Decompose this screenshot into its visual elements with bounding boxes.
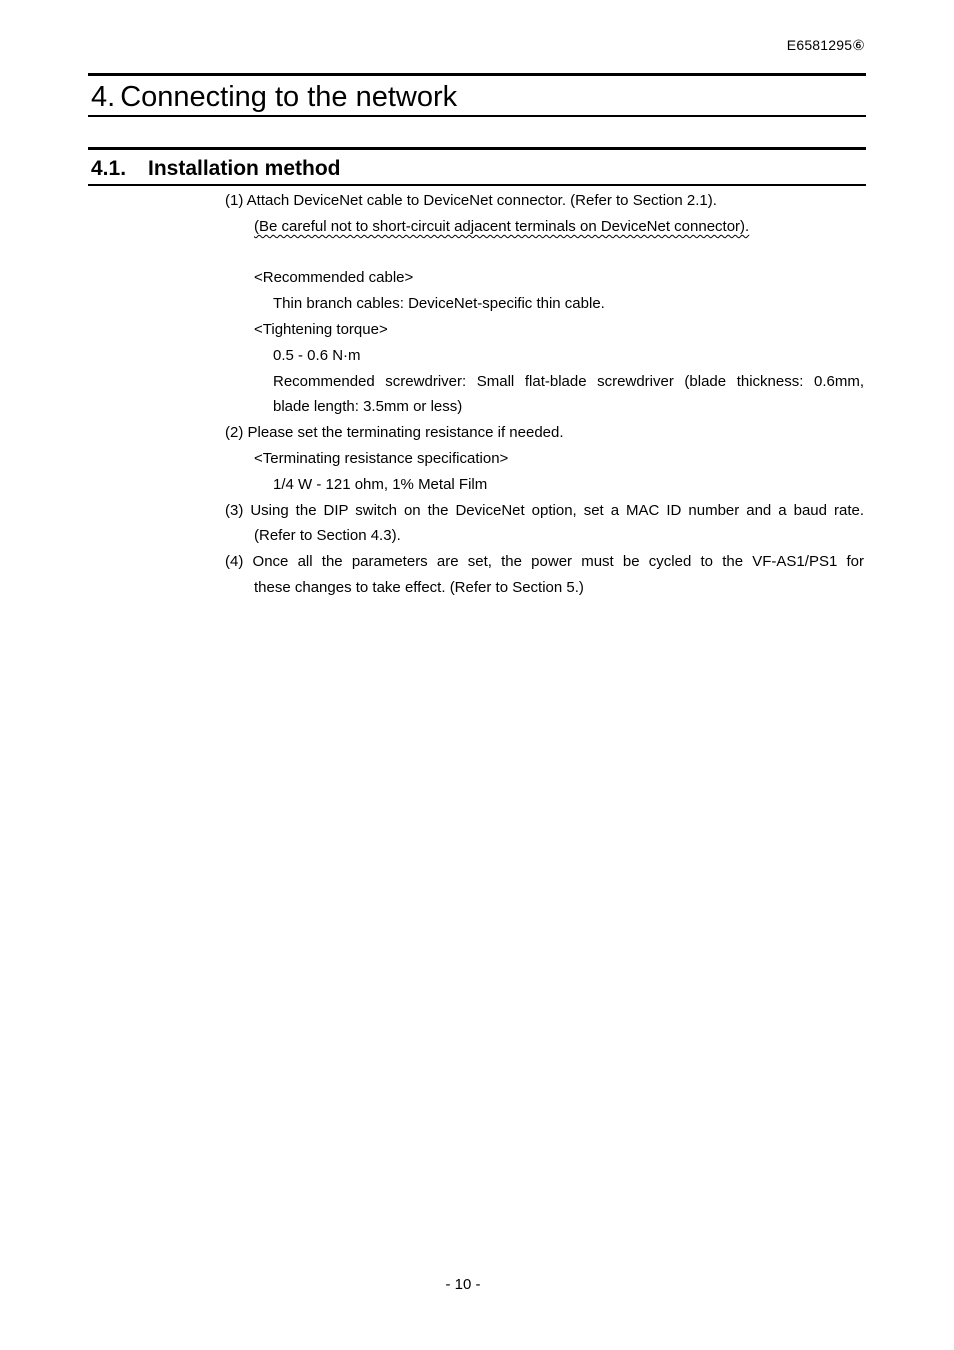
section-title-text: Installation method — [148, 157, 341, 180]
terminating-resistance-heading: <Terminating resistance specification> — [254, 449, 509, 467]
chapter-title-text: Connecting to the network — [120, 81, 458, 113]
step-3-line-2: (Refer to Section 4.3). — [254, 527, 401, 545]
chapter-title — [91, 80, 457, 114]
page-number: - 10 - — [445, 1276, 481, 1293]
step-1-caution: (Be careful not to short-circuit adjacent terminals on DeviceNet connector). — [254, 217, 750, 235]
section-number: 4.1. — [91, 157, 127, 180]
step-1-text: (1) Attach DeviceNet cable to DeviceNet connector. (Refer to Section 2.1). — [225, 192, 717, 209]
blank-line — [225, 240, 864, 266]
recommended-cable-value: Thin branch cables: DeviceNet-specific thin cable. — [273, 295, 605, 313]
recommended-cable-heading: <Recommended cable> — [254, 269, 414, 287]
screwdriver-line-2: blade length: 3.5mm or less) — [273, 398, 463, 416]
step-3-line-1: (3) Using the DIP switch on the DeviceNet option, set a MAC ID number and a baud rate. — [225, 501, 864, 519]
terminating-resistance-value: 1/4 W - 121 ohm, 1% Metal Film — [273, 475, 488, 493]
chapter-number: 4. — [91, 81, 116, 113]
tightening-torque-heading: <Tightening torque> — [254, 320, 388, 338]
screwdriver-line-1: Recommended screwdriver: Small flat-blade screwdriver (blade thickness: 0.6mm, — [273, 372, 864, 390]
document-id: E6581295⑥ — [786, 37, 865, 53]
step-4-line-2: these changes to take effect. (Refer to Section 5.) — [254, 578, 584, 596]
step-4-line-1: (4) Once all the parameters are set, the power must be cycled to the VF-AS1/PS1 for — [225, 553, 864, 571]
section-heading — [88, 147, 866, 186]
step-2-text: (2) Please set the terminating resistance if needed. — [225, 424, 564, 442]
tightening-torque-value: 0.5 - 0.6 N·m — [273, 346, 361, 364]
installation-steps — [225, 188, 864, 601]
chapter-heading — [88, 73, 866, 117]
section-title — [91, 157, 341, 181]
